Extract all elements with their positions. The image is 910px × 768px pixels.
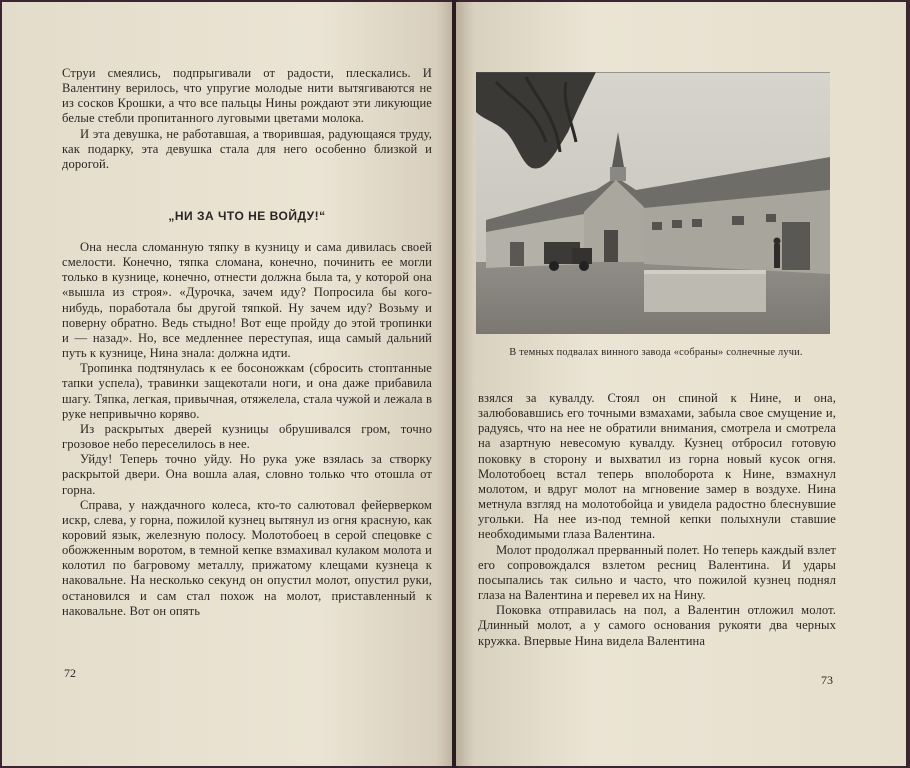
paragraph: Струи смеялись, подпрыгивали от радости, плескались. И Валентину верилось, что упругие молодые нити вытягиваются не из сосков Крошки, а что все пальцы Нины рождают эти ликующие белые стебли пропитанного луговыми цветами молока. [62, 66, 432, 126]
paragraph: Молот продолжал прерванный полет. Но теперь каждый взлет его сопровождался взлетом ресниц Валентина. И удары посыпались так сильно и часто, что пожилой кузнец поднял глаза на Валентина и перевел их на Нину. [478, 542, 836, 603]
page-number-right: 73 [821, 673, 833, 687]
paragraph: взялся за кувалду. Стоял он спиной к Нине, и она, залюбовавшись его точными взмахами, забыла свое смущение и, радуясь, что на нее не обратили внимания, смотрела и смотрела на азартную невесомую кувалду. Кузнец отбросил готовую поковку в сторону и выхватил из горна новый кусок огня. Молотобоец встал теперь вполоборота к Нине, взмахнул молотом, и вдруг молот на мгновение замер в воздухе. Нина метнула взгляд на молотобойца и увидела радостно блеснувшие угольки. На нее из-под темной кепки полыхнули ставшие необходимыми глаза Валентина. [478, 391, 836, 542]
paragraph: И эта девушка, не работавшая, а творившая, радующаяся труду, как подарку, эта девушка стала для него особенно близкой и дорогой. [62, 126, 432, 171]
paragraph: Она несла сломанную тяпку в кузницу и сама дивилась своей смелости. Конечно, тяпка сломана, конечно, починить ее могли только в кузнице, конечно, отнести должна была та, у которой она «вышла из строя». «Дурочка, зачем иду? Попросила бы кого-нибудь, поработала бы другой тяпкой. Ну зачем иду? Возьму и поверну обратно. Ведь стыдно! Вот еще пройду до этой тропинки и — назад». Но, все медленнее переступая, ища самый дальний путь к кузнице, Нина знала: должна идти. [62, 240, 432, 361]
paragraph: Тропинка подтянулась к ее босоножкам (сбросить стоптанные тапки успела), травинки защекотали ноги, и она даже прибавила шагу. Тяпка, легкая, привычная, отяжелела, стала чужой и лежала в руке непривычно коряво. [62, 361, 432, 421]
paragraph: Справа, у наждачного колеса, кто-то салютовал фейерверком искр, слева, у горна, пожилой кузнец вытянул из огня красную, как коровий язык, железную полосу. Молотобоец в серой спецовке с обожженным воротом, в темной кепке взмахивал кулаком молота и колотил по багровому металлу, прижатому клещами кузнеца к наковальне. На несколько секунд он опустил молот, опустил руки, остановился и сам стал похож на молот, приставленный к наковальне. Вот он опять [62, 497, 432, 618]
left-page [2, 2, 454, 766]
paragraph: Из раскрытых дверей кузницы обрушивался гром, точно грозовое небо переселилось в нее. [62, 421, 432, 452]
paragraph: Уйду! Теперь точно уйду. Но рука уже взялась за створку раскрытой двери. Она вошла алая, словно только что отошла от горна. [62, 452, 432, 497]
paragraph: Поковка отправилась на пол, а Валентин отложил молот. Длинный молот, а у самого основания рукояти два черных кружка. Впервые Нина видела Валентина [478, 603, 836, 648]
left-intro-text [62, 66, 432, 172]
winery-photo [476, 72, 830, 334]
photo-caption: В темных подвалах винного завода «собраны» солнечные лучи. [509, 347, 803, 358]
chapter-heading: „НИ ЗА ЧТО НЕ ВОЙДУ!“ [168, 209, 326, 223]
right-body-text [478, 391, 836, 649]
page-number-left: 72 [64, 666, 76, 680]
right-page [456, 2, 906, 766]
left-body-text [62, 240, 432, 619]
